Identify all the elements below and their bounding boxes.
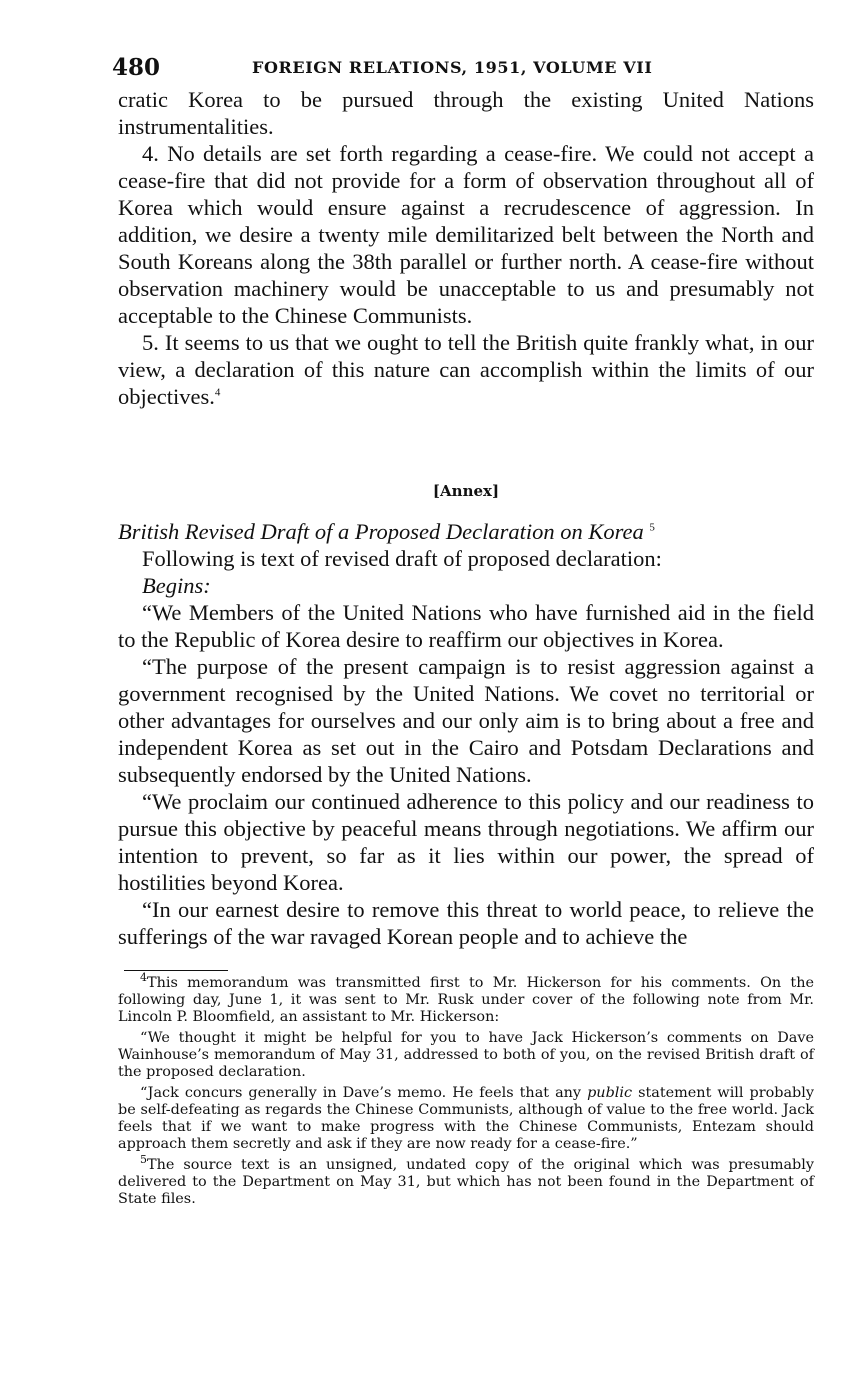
footnote-4-marker: 4	[140, 971, 147, 985]
document-page	[112, 50, 815, 1212]
running-head: FOREIGN RELATIONS, 1951, VOLUME VII	[252, 58, 653, 77]
page-number: 480	[112, 54, 161, 81]
footnote-4-quote-2-italic: public	[587, 1085, 633, 1101]
annex-title	[118, 518, 814, 545]
paragraph-5-text: 5. It seems to us that we ought to tell the British quite frankly what, in our view, a declaration of this nature can accomplish within the limits of our objectives.	[118, 330, 814, 409]
footnote-4-quote-2-start: “Jack concurs generally in Dave’s memo. He feels that any	[140, 1085, 582, 1101]
annex-label: [Annex]	[432, 482, 500, 500]
annex-paragraph: “The purpose of the present campaign is to resist aggression against a government recognised by the United Nations. We covet no territorial or other advantages for ourselves and our only aim is to bring about a free and independent Korea as set out in the Cairo and Potsdam Declarations and subsequently endorsed by the United Nations.	[118, 654, 814, 787]
footnote-5	[118, 1153, 814, 1208]
footnote-4	[118, 971, 814, 1026]
main-text	[118, 86, 814, 950]
footnote-5-text: The source text is an unsigned, undated copy of the original which was presumably delivered to the Department on May 31, but which has not been found in the Department of State files.	[118, 1157, 814, 1207]
page-header	[112, 50, 814, 86]
paragraph-4: 4. No details are set forth regarding a cease-fire. We could not accept a cease-fire that did not provide for a form of observation throughout all of Korea which would ensure against a recrudescence of aggression. In addition, we desire a twenty mile demilitarized belt between the North and South Koreans along the 38th parallel or further north. A cease-fire without observation machinery would be unacceptable to us and presumably not acceptable to the Chinese Communists.	[118, 141, 814, 328]
footnotes	[118, 971, 815, 1208]
footnote-4-text: This memorandum was transmitted first to Mr. Hickerson for his comments. On the following day, June 1, it was sent to Mr. Rusk under cover of the following note from Mr. Lincoln P. Bloomfield, an assistant to Mr. Hickerson:	[118, 975, 814, 1025]
annex-begins: Begins:	[142, 573, 211, 598]
annex-paragraph: “We Members of the United Nations who have furnished aid in the field to the Republic of Korea desire to reaffirm our objectives in Korea.	[118, 600, 814, 652]
footnote-4-quote-1: “We thought it might be helpful for you to have Jack Hickerson’s comments on Dave Wainhouse’s memorandum of May 31, addressed to both of you, on the revised British draft of the proposed declaration.	[118, 1030, 814, 1080]
paragraph-continued: cratic Korea to be pursued through the existing United Nations instrumentalities.	[118, 87, 814, 139]
footnote-4-quote-2	[118, 1085, 814, 1153]
footnote-4-quote-2-end: statement will probably be self-defeating as regards the Chinese Communists, although of value to the free world. Jack feels that if we want to make progress with the Chinese Communists, Entezam should approach them secretly and ask if they are now ready for a cease-fire.”	[118, 1085, 815, 1152]
annex-paragraph: “In our earnest desire to remove this threat to world peace, to relieve the sufferings of the war ravaged Korean people and to achieve the	[118, 897, 814, 949]
annex-intro: Following is text of revised draft of proposed declaration:	[142, 546, 662, 571]
annex-title-text: British Revised Draft of a Proposed Declaration on Korea	[118, 519, 644, 544]
paragraph-5	[118, 329, 814, 410]
footnote-ref-4[interactable]: 4	[214, 386, 221, 399]
footnote-5-marker: 5	[140, 1153, 147, 1167]
footnote-ref-5[interactable]: 5	[649, 521, 655, 534]
annex-paragraph: “We proclaim our continued adherence to this policy and our readiness to pursue this objective by peaceful means through negotiations. We affirm our intention to prevent, so far as it lies within our power, the spread of hostilities beyond Korea.	[118, 789, 814, 895]
